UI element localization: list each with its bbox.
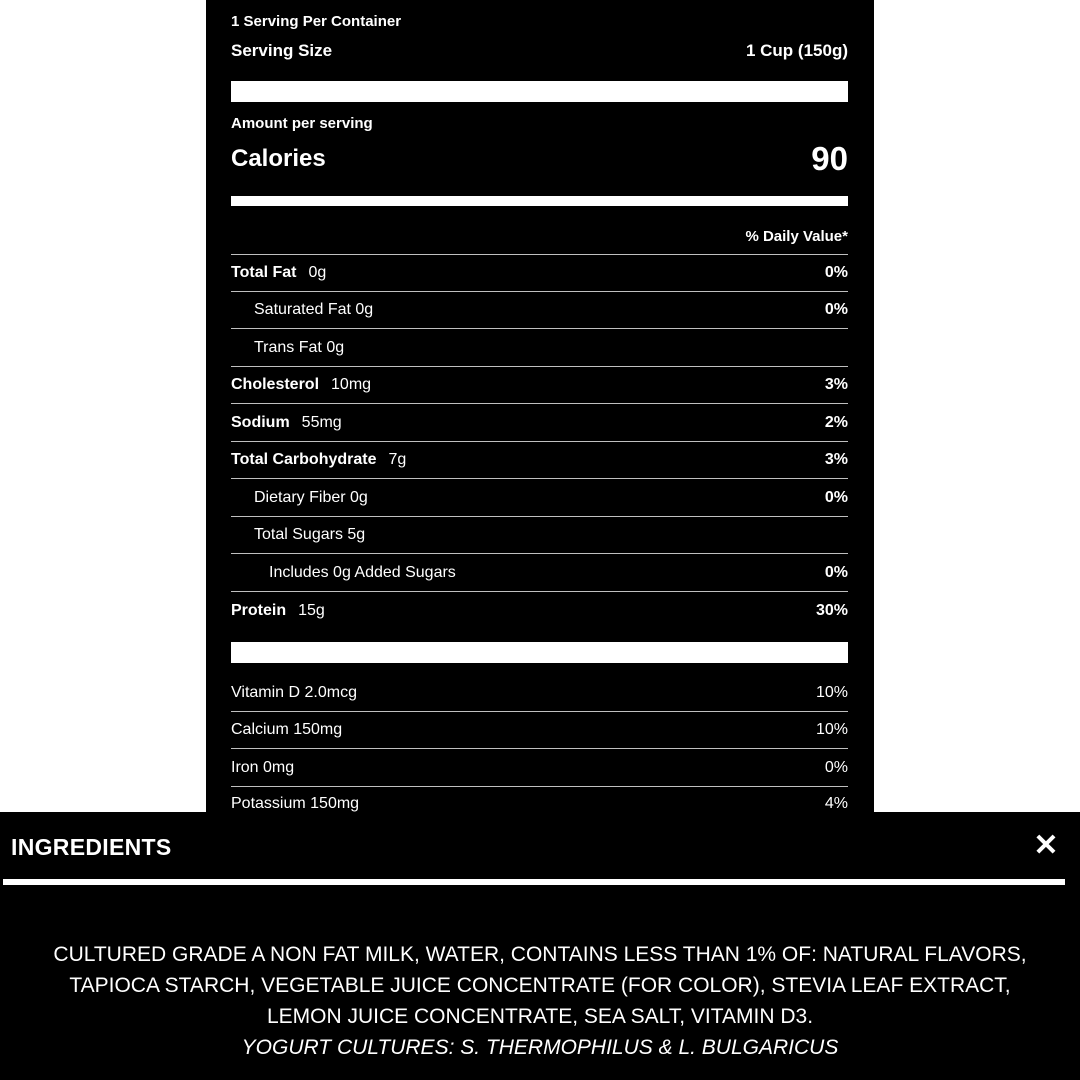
vitamin-dv: 10% (815, 684, 848, 701)
vitamin-name: Calcium 150mg (231, 721, 343, 738)
vitamin-row-vitamin-d (231, 675, 848, 712)
nutrient-dv: 0% (824, 564, 848, 581)
vitamin-name: Iron 0mg (231, 759, 295, 776)
nutrient-name: Total Sugars 5g (254, 526, 366, 543)
nutrient-row-trans-fat (231, 330, 848, 367)
nutrient-amount: 0g (308, 264, 327, 281)
nutrient-name: Total Fat (231, 264, 297, 281)
vitamin-dv: 10% (815, 721, 848, 738)
nutrient-dv: 3% (824, 451, 848, 468)
daily-value-header-row (231, 218, 848, 255)
serving-size-label: Serving Size (231, 41, 333, 60)
nutrient-name: Sodium (231, 414, 290, 431)
serving-size-row (231, 32, 848, 70)
nutrient-row-added-sugars (231, 555, 848, 592)
calories-label: Calories (231, 145, 326, 172)
nutrient-dv: 0% (824, 489, 848, 506)
vitamin-dv: 0% (824, 759, 848, 776)
ingredients-panel (0, 812, 1080, 1080)
ingredients-line-2: TAPIOCA STARCH, VEGETABLE JUICE CONCENTRATE (FOR COLOR), STEVIA LEAF EXTRACT, (69, 974, 1011, 997)
nutrient-row-cholesterol (231, 367, 848, 404)
vitamin-dv: 4% (824, 795, 848, 812)
vitamin-row-iron (231, 750, 848, 787)
thick-divider (231, 81, 848, 102)
nutrition-facts-panel (206, 0, 874, 812)
daily-value-header: % Daily Value* (745, 227, 848, 245)
nutrient-name: Cholesterol (231, 376, 320, 393)
vitamin-name: Potassium 150mg (231, 795, 360, 812)
ingredients-text (0, 939, 1080, 1063)
calories-row (231, 137, 848, 181)
servings-per-container: 1 Serving Per Container (231, 13, 402, 30)
nutrient-row-saturated-fat (231, 292, 848, 329)
nutrient-row-protein (231, 592, 848, 629)
nutrient-amount: 55mg (301, 414, 342, 431)
calories-value: 90 (811, 140, 848, 177)
nutrient-dv: 0% (824, 264, 848, 281)
thick-divider (231, 642, 848, 663)
vitamin-name: Vitamin D 2.0mcg (231, 684, 357, 701)
nutrient-name: Total Carbohydrate (231, 451, 377, 468)
ingredients-cultures: YOGURT CULTURES: S. THERMOPHILUS & L. BULGARICUS (241, 1036, 839, 1059)
nutrient-row-sodium (231, 405, 848, 442)
nutrient-name: Trans Fat 0g (254, 339, 345, 356)
nutrient-name: Dietary Fiber 0g (254, 489, 368, 506)
nutrient-name: Protein (231, 601, 287, 619)
nutrient-amount: 15g (298, 601, 325, 619)
ingredients-divider (3, 879, 1065, 885)
nutrient-row-total-sugars (231, 517, 848, 554)
ingredients-line-3: LEMON JUICE CONCENTRATE, SEA SALT, VITAMIN D3. (266, 1005, 814, 1028)
serving-size-value: 1 Cup (150g) (745, 41, 848, 60)
ingredients-line-1: CULTURED GRADE A NON FAT MILK, WATER, CONTAINS LESS THAN 1% OF: NATURAL FLAVORS, (53, 943, 1027, 966)
nutrient-row-total-fat (231, 255, 848, 292)
nutrient-dv: 0% (824, 301, 848, 318)
close-icon[interactable]: ✕ (1033, 829, 1059, 862)
nutrient-row-total-carbohydrate (231, 442, 848, 479)
amount-per-serving: Amount per serving (231, 115, 373, 132)
ingredients-title: INGREDIENTS (11, 834, 172, 860)
nutrient-dv: 30% (815, 601, 848, 619)
nutrient-name: Includes 0g Added Sugars (269, 564, 456, 581)
medium-divider (231, 196, 848, 206)
nutrient-amount: 7g (388, 451, 407, 468)
nutrient-dv: 3% (824, 376, 848, 393)
nutrient-name: Saturated Fat 0g (254, 301, 374, 318)
vitamin-row-calcium (231, 712, 848, 749)
nutrient-dv: 2% (824, 414, 848, 431)
nutrient-row-dietary-fiber (231, 480, 848, 517)
nutrient-amount: 10mg (331, 376, 372, 393)
